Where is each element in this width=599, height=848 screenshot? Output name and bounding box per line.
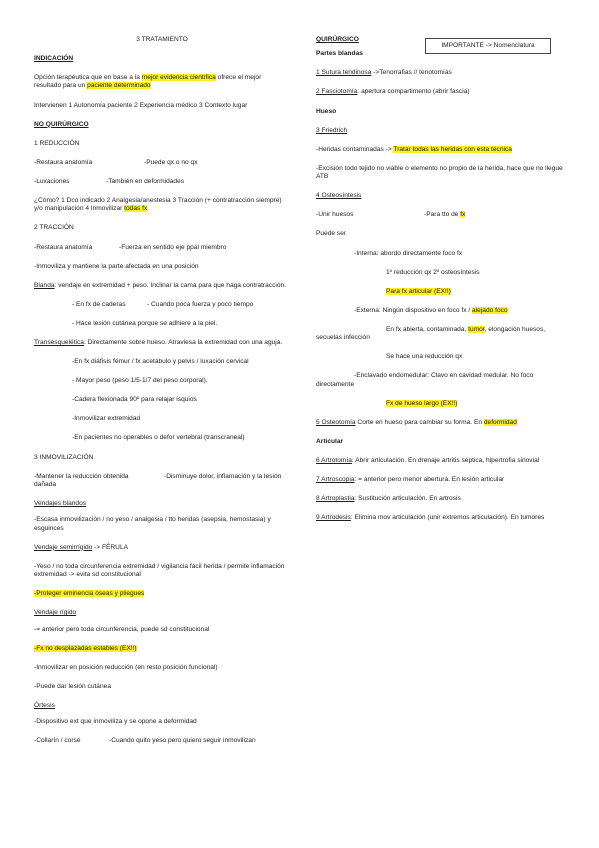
trans-item-1: -En fx diáfisis fémur / fx acetábulo y pelvis / luxación cervical bbox=[72, 358, 249, 366]
traccion-line-1: -Restaura anatomía -Fuerza en sentido eje ppal miembro bbox=[34, 243, 227, 251]
interna-sub-2: Para fx articular (EX!!) bbox=[386, 287, 451, 295]
vendajes-blandos-text: -Escasa inmovilización / no yeso / analgesia / tto heridas (asepsia, hemostasia) y esguinces bbox=[34, 516, 271, 532]
vendajes-blandos-label: Vendajes blandos bbox=[34, 500, 87, 508]
artroscopia-text: 7 Artroscopia: = anterior pero menor abertura. En lesión articular bbox=[316, 476, 505, 484]
osteotomia-text: 5 Osteotomía Corte en hueso para cambiar su forma. En deformidad bbox=[316, 418, 517, 426]
blanda-item-1: - En fx de caderas - Cuando poca fuerza y poco tiempo bbox=[72, 300, 254, 308]
vendaje-semirrigido-text: -Yeso / no toda circunferencia extremidad / vigilancia fácil herida / permite inflamación extremidad -> evita sd constitucional bbox=[34, 562, 285, 579]
trans-item-3: -Cadera flexionada 90º para relajar isquios bbox=[72, 396, 197, 404]
lesion-cutanea-text: -Puede dar lesión cutánea bbox=[34, 682, 111, 690]
hueso-heading: Hueso bbox=[316, 107, 337, 115]
fasciotomia-text: 2 Fasciotomía: apertura compartimento (abrir fascia) bbox=[316, 88, 470, 96]
reduccion-heading: 1 REDUCCIÓN bbox=[34, 139, 80, 147]
friedrich-line-1: -Heridas contaminadas -> Tratar todas las heridas con esta técnica bbox=[316, 145, 512, 153]
traccion-heading: 2 TRACCIÓN bbox=[34, 224, 74, 232]
fx-hueso-largo-text: Fx de hueso largo (EX!!) bbox=[386, 399, 458, 407]
como-text: ¿Cómo? 1 Dco indicado 2 Analgesia/anestesia 3 Tracción (+ contratracción siempre) y/o manipulación 4 Inmovilizar todas fx bbox=[34, 197, 282, 213]
trans-item-2: - Mayor peso (peso 1/5-1/7 del peso corporal). bbox=[72, 377, 208, 385]
proteger-text: -Proteger eminencia óseas y pliegues bbox=[34, 590, 145, 598]
inmovilizar-posicion-text: -Inmovilizar en posición reducción (en resto posición funcional) bbox=[34, 663, 218, 671]
quirurgico-heading: QUIRÚRGICO bbox=[316, 36, 359, 43]
osteosintesis-line-1: -Unir huesos -Para tto de fx bbox=[316, 211, 466, 219]
inmovilizacion-line-1: -Mantener la reducción obtenida -Disminuye dolor, inflamación y la lesión dañada bbox=[34, 472, 282, 488]
trans-item-4: -Inmovilizar extremidad bbox=[72, 415, 141, 423]
inmovilizacion-heading: 3 INMOVILIZACIÓN bbox=[34, 453, 94, 461]
important-note-box: IMPORTANTE -> Nomenclatura bbox=[425, 38, 551, 54]
vendaje-rigido-label: Vendaje rígido bbox=[34, 609, 77, 617]
externa-sub: En fx abierta, contaminada, tumor, elongación huesos, secuelas infección bbox=[316, 325, 546, 342]
friedrich-label: 3 Friedrich bbox=[316, 126, 348, 134]
artrodesis-text: 9 Artrodesis: Elimina mov articulación (unir extremos articulación). En tumores bbox=[316, 514, 545, 522]
ortesis-label: Órtesis bbox=[34, 701, 55, 709]
osteosintesis-label: 4 Osteosíntesis bbox=[316, 192, 362, 200]
partes-blandas-heading: Partes blandas bbox=[316, 50, 363, 58]
hace-reduccion-text: Se hace una reducción qx bbox=[386, 353, 463, 361]
collarin-line: -Collarín / corsé -Cuando quito yeso pero quiero seguir inmovilizan bbox=[34, 737, 256, 745]
fx-no-desplazadas-text: -Fx no desplazadas estables (EX!!) bbox=[34, 644, 137, 652]
artrotomia-text: 6 Artrotomía: Abrir articulación. En drenaje artritis séptica, hipertrofia sinovial bbox=[316, 457, 540, 465]
indicacion-heading: INDICACIÓN bbox=[34, 55, 74, 63]
blanda-item-2: - Hace lesión cutánea porque se adhiere a la piel. bbox=[72, 319, 218, 327]
friedrich-line-2: -Excisión todo tejido no viable o elemento no propio de la herida, hace que no llegue ATB bbox=[316, 164, 563, 181]
left-column bbox=[34, 36, 290, 756]
trans-item-5: -En pacientes no operables o defor vertebral (transcraneal) bbox=[72, 434, 245, 442]
page-title: 3 TRATAMIENTO bbox=[136, 36, 188, 43]
externa-text: -Externa: Ningún dispositivo en foco fx / alejado foco bbox=[354, 306, 508, 314]
reduccion-line-2: -Luxaciones -También en deformidades bbox=[34, 177, 185, 185]
artroplastia-text: 8 Artroplastia: Sustitución articulación. En artrosis bbox=[316, 495, 461, 503]
reduccion-line-1: -Restaura anatomía -Puede qx o no qx bbox=[34, 158, 198, 166]
interna-text: -Interna: abordo directamente foco fx bbox=[354, 249, 463, 257]
sutura-text: 1 Sutura tendinosa ->Tenorrafias // tenotomías bbox=[316, 69, 452, 77]
blanda-text: Blanda: vendaje en extremidad + peso. Inclinar la cama para que haga contratracción. bbox=[34, 281, 287, 289]
no-quirurgico-heading: NO QUIRÚRGICO bbox=[34, 120, 89, 128]
vendaje-rigido-text: -= anterior pero toda circunferencia, puede sd constitucional bbox=[34, 625, 210, 633]
puede-ser-text: Puede ser bbox=[316, 230, 347, 238]
indicacion-text: Opción terapéutica que en base a la mejor evidencia científica ofrece el mejor resultado para un paciente determinado bbox=[34, 74, 262, 90]
ortesis-text: -Dispositivo ext que inmoviliza y se opone a deformidad bbox=[34, 718, 197, 726]
transesqueletica-text: Transesquelética: Directamente sobre hueso. Atraviesa la extremidad con una aguja. bbox=[34, 339, 283, 346]
right-column bbox=[316, 36, 566, 533]
interna-sub-1: 1º reducción qx 2º osteosíntesis bbox=[386, 268, 480, 276]
traccion-line-2: -Inmoviliza y mantiene la parte afectada en una posición bbox=[34, 262, 199, 270]
vendaje-semirrigido-label: Vendaje semirrígido -> FÉRULA bbox=[34, 543, 129, 551]
enclavado-text: -Enclavado endomedular: Clavo en cavidad medular. No foco directamente bbox=[316, 372, 534, 388]
articular-heading: Articular bbox=[316, 437, 344, 445]
intervienen-text: Intervienen 1 Autonomía paciente 2 Experiencia médico 3 Contexto lugar bbox=[34, 101, 248, 109]
